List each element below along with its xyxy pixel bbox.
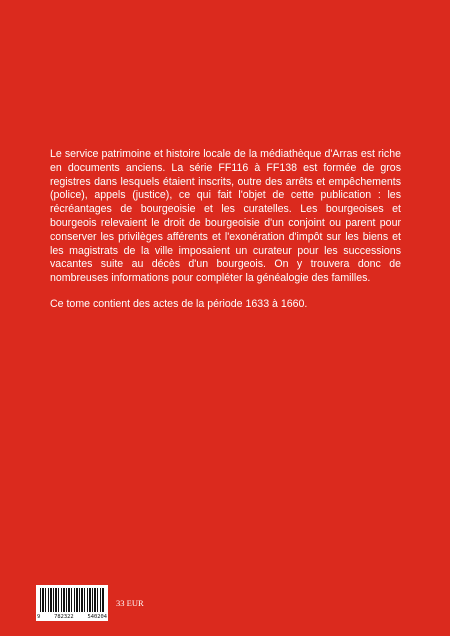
back-cover-blurb — [50, 148, 401, 312]
barcode-price-area — [36, 585, 144, 621]
barcode-lead-digit: 9 — [37, 614, 41, 620]
barcode-group-1: 782322 — [54, 614, 74, 620]
description-paragraph: Le service patrimoine et histoire locale de la médiathèque d'Arras est riche en documents anciens. La série FF116 à FF138 est formée de gros registres dans lesquels étaient inscrits, outre des arrêts et empêchements (police), appels (justice), ce qui fait l'objet de cette publication : les récréantages de bourgeoisie et les curatelles. Les bourgeoises et bourgeois relevaient le droit de bourgeoisie d'un conjoint ou parent pour conserver les privilèges afférents et l'exonération d'impôt sur les biens et les magistrats de la ville imposaient un curateur pour les successions vacantes suite au décès d'un bourgeois. On y trouvera donc de nombreuses informations pour compléter la généalogie des familles. — [50, 148, 401, 285]
period-paragraph: Ce tome contient des actes de la période 1633 à 1660. — [50, 298, 308, 311]
barcode-bars — [40, 588, 105, 612]
barcode-digits — [37, 614, 107, 620]
isbn-barcode — [36, 585, 108, 621]
price-label: 33 EUR — [116, 598, 144, 608]
barcode-group-2: 540204 — [87, 614, 107, 620]
